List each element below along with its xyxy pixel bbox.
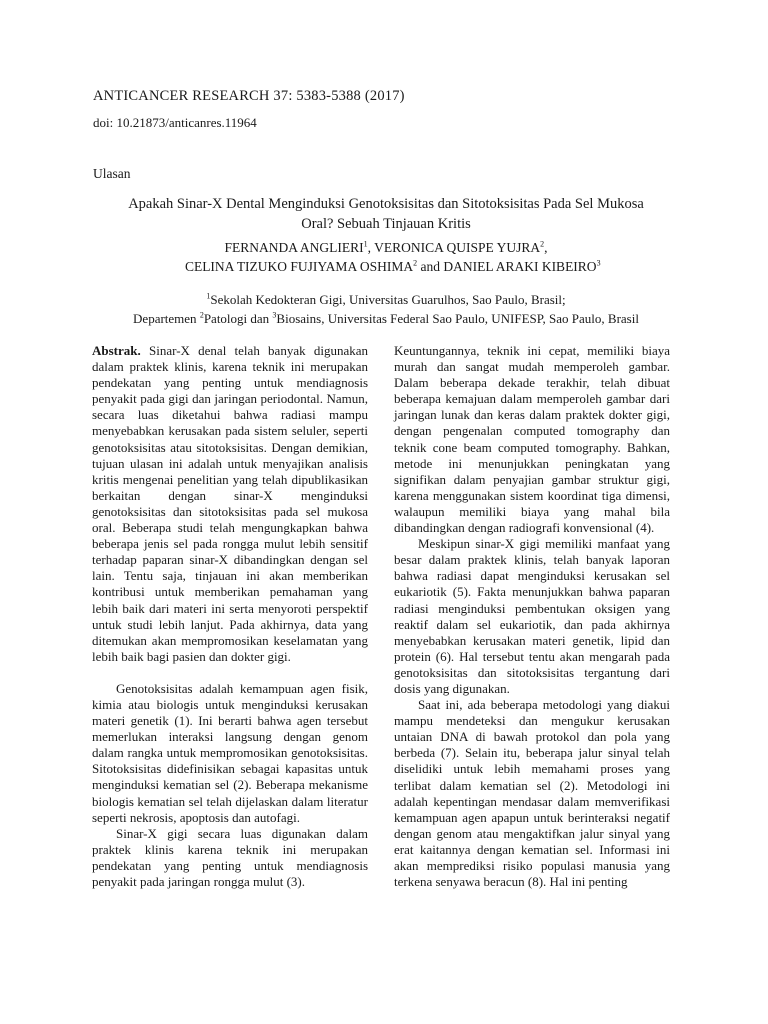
author-conjunction: and — [420, 259, 440, 274]
journal-citation: ANTICANCER RESEARCH 37: 5383-5388 (2017) — [93, 88, 405, 104]
author-list: FERNANDA ANGLIERI$^1$, VERONICA QUISPE YUJRA$^2$, CELINA TIZUKO FUJIYAMA OSHIMA$^2$ and DANIEL ARAKI KIBEIRO$^3$ — [184, 239, 601, 274]
affiliation-mark: 1 — [206, 291, 211, 301]
body-paragraph: Genotoksisitas adalah kemampuan agen fisik, kimia atau biologis untuk menginduksi kerusakan materi genetik (1). Ini berarti bahwa agen tersebut memerlukan interaksi langsung dengan genom dalam rangka untuk mempromosikan genotoksisitas. Sitotoksisitas didefinisikan sebagai kapasitas untuk menginduksi kematian sel (2). Beberapa mekanisme biologis kematian sel telah dijelaskan dalam literatur seperti nekrosis, apoptosis dan autofagi. — [92, 680, 368, 825]
affiliation-mark: 2 — [199, 310, 204, 320]
author-affiliation-mark: 2 — [540, 239, 545, 249]
author-name: FERNANDA ANGLIERI — [224, 240, 364, 255]
body-paragraph: Meskipun sinar-X gigi memiliki manfaat yang besar dalam praktek klinis, telah banyak laporan bahwa radiasi dapat menginduksi kerusakan sel eukariotik (5). Fakta menunjukkan bahwa paparan radiasi menginduksi pembentukan oksigen yang reaktif dalam sel eukariotik, dan pada akhirnya menyebabkan kerusakan materi genetik, lipid dan protein (6). Hal tersebut tentu akan mengarah pada genotoksisitas dan sitotoksisitas tergantung dari dosis yang digunakan. — [394, 536, 670, 696]
title-line-1: Apakah Sinar-X Dental Menginduksi Genotoksisitas dan Sitotoksisitas Pada Sel Mukosa — [128, 196, 644, 212]
title-line-2: Oral? Sebuah Tinjauan Kritis — [301, 216, 471, 232]
author-affiliation-mark: 1 — [363, 239, 368, 249]
author-affiliation-mark: 3 — [596, 258, 601, 268]
body-paragraph: Keuntungannya, teknik ini cepat, memiliki biaya murah dan sangat mudah memperoleh gambar. Dalam beberapa dekade terakhir, telah dibuat beberapa kemajuan dalam memperoleh gambar dari jaringan lunak dan keras dalam praktek dokter gigi, dengan pengenalan computed tomography dan teknik cone beam computed tomography. Bahkan, metode ini menunjukkan peningkatan yang signifikan dalam penyajian gambar struktur gigi, karena menggunakan sistem koordinat tiga dimensi, walaupun memiliki biaya yang mahal bila dibandingkan dengan radiografi konvensional (4). — [394, 343, 670, 536]
affiliation-line-2-suffix: Biosains, Universitas Federal Sao Paulo, UNIFESP, Sao Paulo, Brasil — [276, 311, 639, 326]
author-name: CELINA TIZUKO FUJIYAMA OSHIMA — [184, 259, 414, 274]
right-column — [394, 343, 670, 890]
affiliation-line-2-prefix: Departemen — [133, 311, 197, 326]
author-affiliation-mark: 2 — [413, 258, 418, 268]
abstract-label: Abstrak. — [92, 343, 141, 358]
abstract-paragraph — [92, 343, 368, 665]
left-column — [92, 343, 368, 890]
article-type-label: Ulasan — [93, 166, 131, 181]
abstract-text: Sinar-X denal telah banyak digunakan dalam praktek klinis, karena teknik ini merupakan pendekatan yang penting untuk mendiagnosis penyakit pada gigi dan jaringan periodontal. Namun, secara luas diketahui bahwa radiasi mampu menyebabkan kerusakan pada sistem seluler, seperti genotoksisitas atau sitotoksisitas. Dengan demikian, tujuan ulasan ini adalah untuk menyajikan analisis kritis mengenai penelitian yang telah dipublikasikan berkaitan dengan sinar-X menginduksi genotoksisitas dan sitotoksisitas pada sel mukosa oral. Beberapa studi telah mengungkapkan bahwa beberapa jenis sel pada rongga mulut lebih sensitif terhadap paparan sinar-X dibandingkan dengan sel lain. Tentu saja, tinjauan ini akan memberikan kontribusi untuk memberikan pemahaman yang lebih baik dari materi ini serta menyoroti perspektif untuk studi lebih lanjut. Pada akhirnya, data yang ditemukan akan mempromosikan keselamatan yang lebih baik bagi pasien dan dokter gigi. — [92, 343, 368, 664]
affiliations — [93, 290, 679, 328]
doi: doi: 10.21873/anticanres.11964 — [93, 115, 257, 130]
body-paragraph: Saat ini, ada beberapa metodologi yang diakui mampu mendeteksi dan mengukur kerusakan untaian DNA di bawah protokol dan pola yang berbeda (7). Selain itu, beberapa jalur sinyal telah diselidiki untuk lebih memahami proses yang terlibat dalam kematian sel (2). Metodologi ini adalah kepentingan mendasar dalam memverifikasi kemampuan agen apapun untuk berinteraksi negatif dengan genom atau mengaktifkan jalur sinyal yang erat kaitannya dengan kematian sel. Informasi ini akan memprediksi risiko populasi manusia yang terkena senyawa beracun (8). Hal ini penting — [394, 697, 670, 890]
affiliation-line-1: Sekolah Kedokteran Gigi, Universitas Guarulhos, Sao Paulo, Brasil; — [210, 292, 566, 307]
author-name: VERONICA QUISPE YUJRA — [374, 240, 541, 255]
affiliation-line-2-middle: Patologi dan — [203, 311, 270, 326]
author-name: DANIEL ARAKI KIBEIRO — [443, 259, 597, 274]
article-title — [93, 194, 679, 234]
affiliation-mark: 3 — [272, 310, 277, 320]
body-paragraph: Sinar-X gigi secara luas digunakan dalam praktek klinis karena teknik ini merupakan pendekatan yang penting untuk mendiagnosis penyakit pada jaringan rongga mulut (3). — [92, 825, 368, 889]
